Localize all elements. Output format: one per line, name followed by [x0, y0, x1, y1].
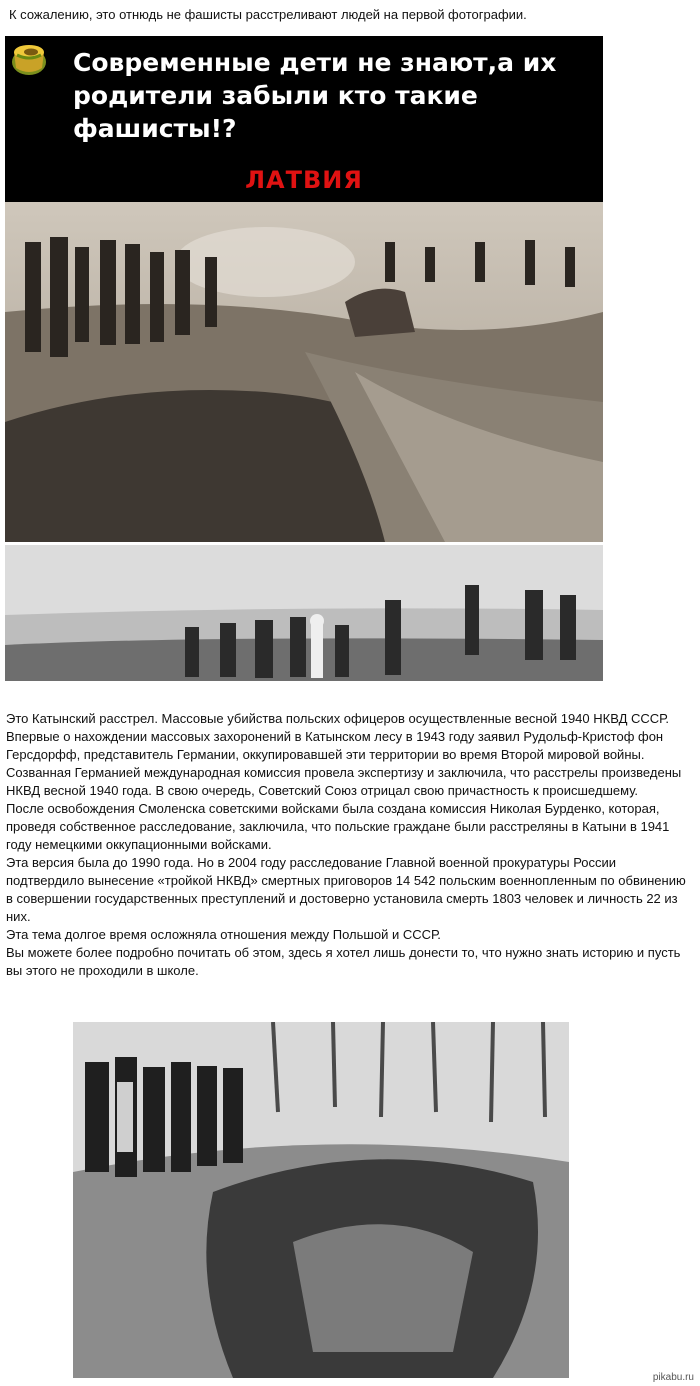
bucket-icon: [9, 38, 49, 78]
banner-country: ЛАТВИЯ: [245, 166, 363, 194]
article-paragraph: После освобождения Смоленска советскими войсками была создана комиссия Николая Бурденко, которая, проведя собственное расследование, заключила, что польские граждане были расстреляны в Катыни в 1941 году немецкими оккупационными войсками.: [6, 801, 670, 852]
article-paragraph: Эта тема долгое время осложняла отношения между Польшой и СССР.: [6, 927, 441, 942]
execution-photo: [5, 202, 603, 542]
poster-banner: [5, 36, 603, 202]
banner-title: Современные дети не знают,а их родители забыли кто такие фашисты!?: [73, 48, 557, 143]
katyn-pit-photo: [73, 1022, 569, 1378]
intro-text: К сожалению, это отнюдь не фашисты расстреливают людей на первой фотографии.: [9, 7, 527, 22]
article-paragraph: Это Катынский расстрел. Массовые убийства польских офицеров осуществленные весной 1940 НКВД СССР.: [6, 711, 669, 726]
article-paragraph: Впервые о нахождении массовых захоронений в Катынском лесу в 1943 году заявил Рудольф-Кристоф фон Герсдорфф, представитель Германии, оккупировавшей эти территории во время Второй мировой войны. Созванная Германией международная комиссия провела экспертизу и заключила, что расстрелы произведены НКВД весной 1940 года. В свою очередь, Советский Союз отрицал свою причастность к происшедшему.: [6, 729, 682, 798]
shooting-line-photo: [5, 545, 603, 681]
watermark: pikabu.ru: [652, 1372, 694, 1383]
article-paragraph: Эта версия была до 1990 года. Но в 2004 году расследование Главной военной прокуратуры России подтвердило вынесение «тройкой НКВД» смертных приговоров 14 542 польским военнопленным по обвинению в совершении государственных преступлений и достоверно установила смерть 1803 человек и личность 22 из них.: [6, 855, 686, 924]
article-body: [6, 710, 690, 980]
article-paragraph: Вы можете более подробно почитать об этом, здесь я хотел лишь донести то, что нужно знать историю и пусть вы этого не проходили в школе.: [6, 945, 681, 978]
